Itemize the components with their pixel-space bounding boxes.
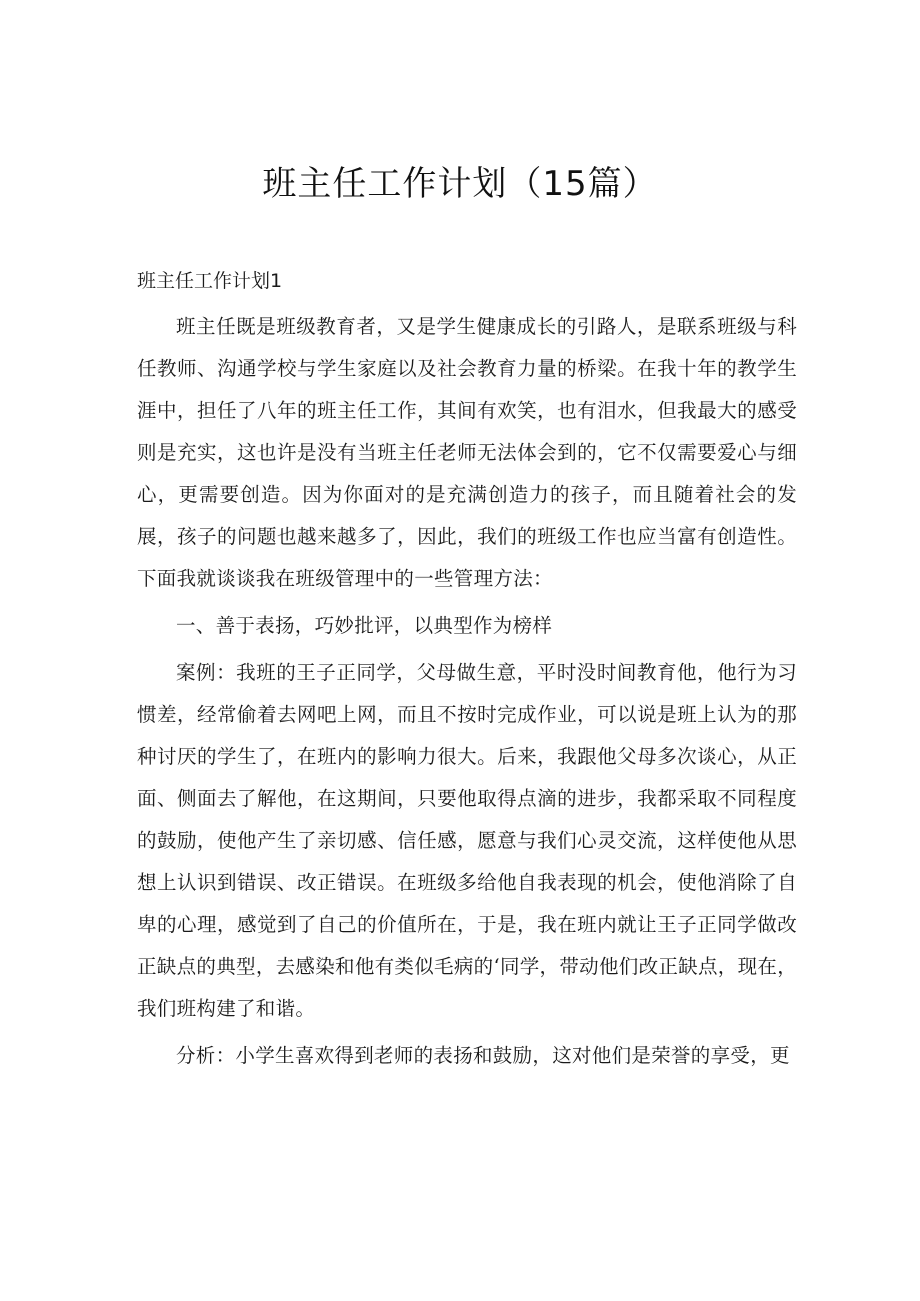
paragraph-subheading: 一、善于表扬，巧妙批评，以典型作为榜样 bbox=[176, 614, 553, 637]
document-body bbox=[137, 306, 797, 1077]
paragraph-case: 案例：我班的王子正同学，父母做生意，平时没时间教育他，他行为习惯差，经常偷着去网吧上网，而且不按时完成作业，可以说是班上认为的那种讨厌的学生了，在班内的影响力很大。后来，我跟他父母多次谈心，从正面、侧面去了解他，在这期间，只要他取得点滴的进步，我都采取不同程度的鼓励，使他产生了亲切感、信任感，愿意与我们心灵交流，这样使他从思想上认识到错误、改正错误。在班级多给他自我表现的机会，使他消除了自卑的心理，感觉到了自己的价值所在，于是，我在班内就让王子正同学做改正缺点的典型，去感染和他有类似毛病的‘同学，带动他们改正缺点，现在，我们班构建了和谐。 bbox=[137, 661, 797, 1020]
paragraph-analysis: 分析：小学生喜欢得到老师的表扬和鼓励，这对他们是荣誉的享受，更 bbox=[176, 1044, 790, 1067]
paragraph-intro: 班主任既是班级教育者，又是学生健康成长的引路人，是联系班级与科任教师、沟通学校与学生家庭以及社会教育力量的桥梁。在我十年的教学生涯中，担任了八年的班主任工作，其间有欢笑，也有泪水，但我最大的感受则是充实，这也许是没有当班主任老师无法体会到的，它不仅需要爱心与细心，更需要创造。因为你面对的是充满创造力的孩子，而且随着社会的发展，孩子的问题也越来越多了，因此，我们的班级工作也应当富有创造性。下面我就谈谈我在班级管理中的一些管理方法： bbox=[137, 315, 797, 590]
section-heading: 班主任工作计划1 bbox=[137, 270, 283, 292]
document-title: 班主任工作计划（15篇） bbox=[262, 164, 658, 204]
